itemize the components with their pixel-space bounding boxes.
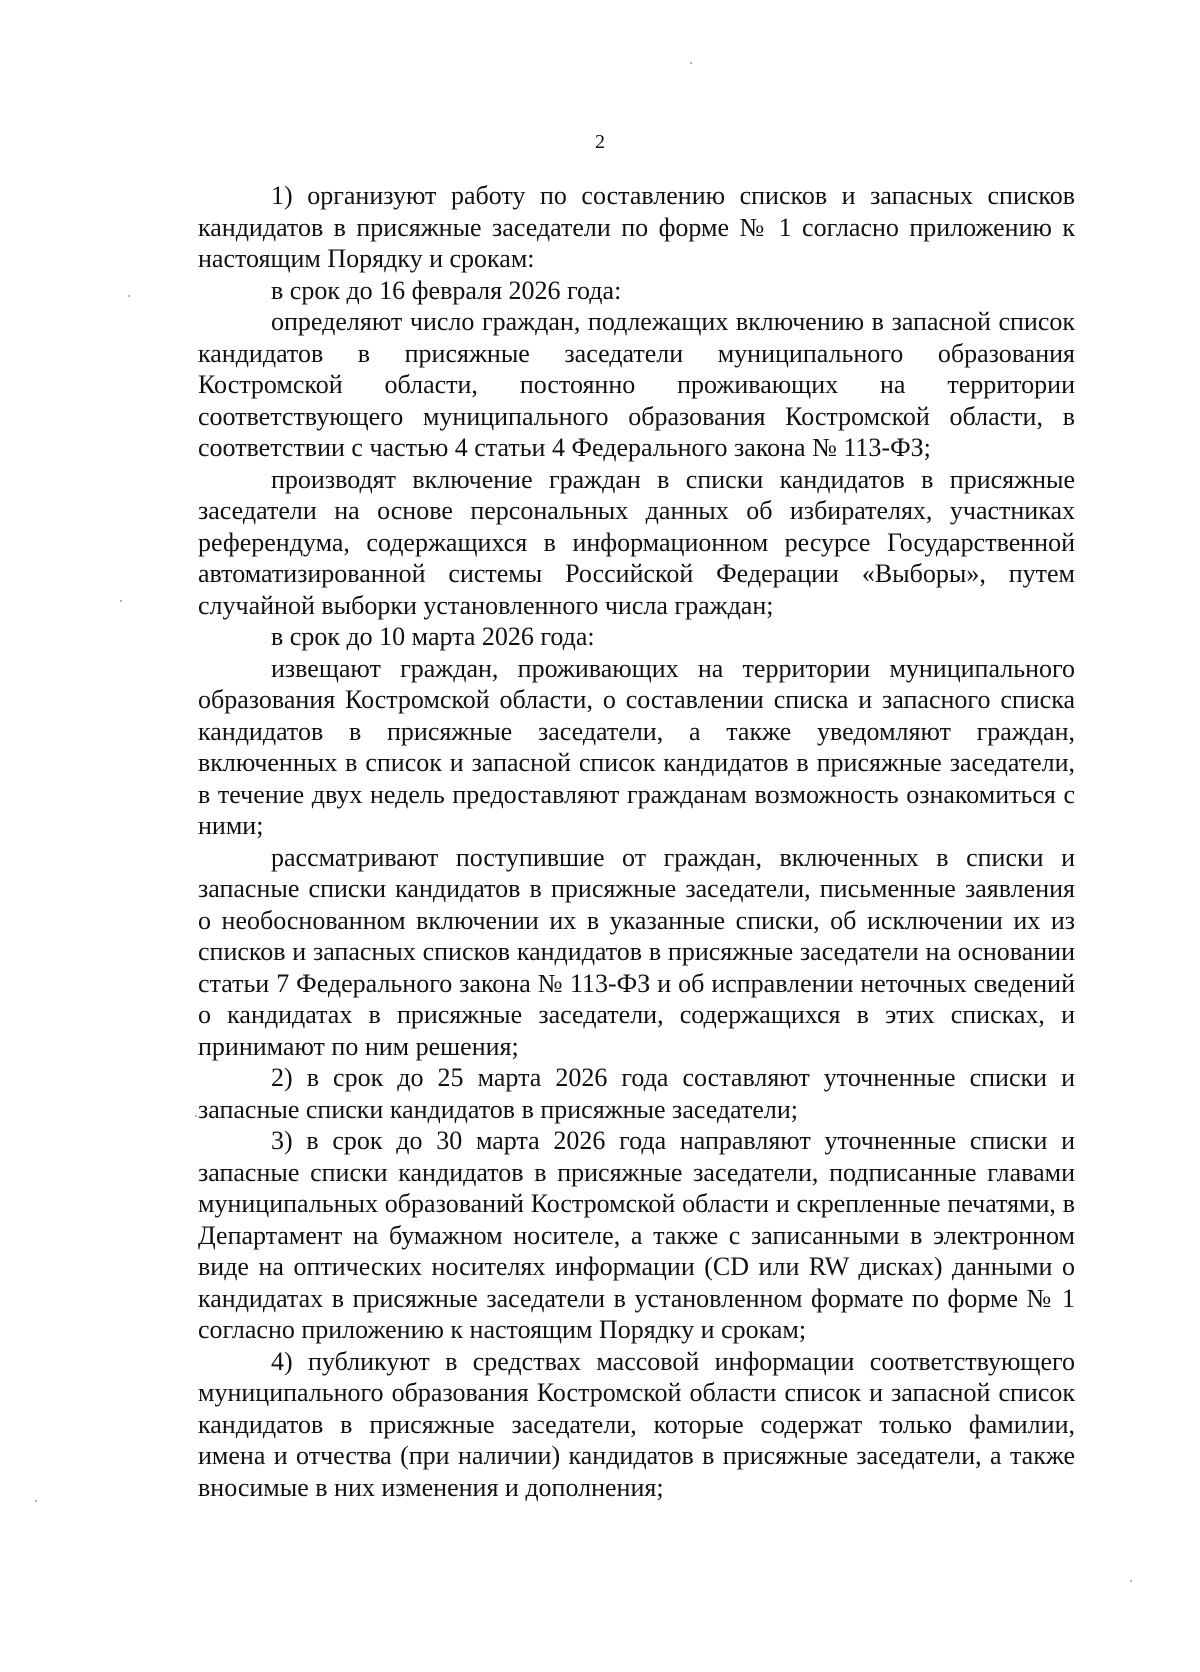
scan-speck bbox=[690, 62, 692, 64]
paragraph-deadline-february: в срок до 16 февраля 2026 года: bbox=[271, 275, 622, 305]
scan-speck bbox=[195, 1115, 197, 1117]
paragraph-review-applications: рассматривают поступившие от граждан, включенных в списки и запасные списки кандидатов в присяжные заседатели, письменные заявления о необоснованном включении их в указанные списки, об исключении их из списков и запасных списков кандидатов в присяжные заседатели на основании статьи 7 Федерального закона № 113-ФЗ и об исправлении неточных сведений о кандидатах в присяжные заседатели, содержащихся в этих списках, и принимают по ним решения; bbox=[198, 842, 1075, 1061]
paragraph-notify-citizens: извещают граждан, проживающих на территории муниципального образования Костромской области, о составлении списка и запасного списка кандидатов в присяжные заседатели, а также уведомляют граждан, включенных в список и запасной список кандидатов в присяжные заседатели, в течение двух недель предоставляют гражданам возможность ознакомиться с ними; bbox=[198, 653, 1075, 840]
document-body bbox=[198, 180, 1075, 1503]
paragraph-deadline-march-10: в срок до 10 марта 2026 года: bbox=[271, 622, 595, 651]
paragraph-item-4: 4) публикуют в средствах массовой информации соответствующего муниципального образования Костромской области список и запасной список кандидатов в присяжные заседатели, которые содержат только фамилии, имена и отчества (при наличии) кандидатов в присяжные заседатели, а также вносимые в них изменения и дополнения; bbox=[198, 1346, 1075, 1502]
scan-speck bbox=[35, 1500, 37, 1502]
page-number: 2 bbox=[595, 131, 605, 153]
scan-speck bbox=[120, 600, 122, 602]
paragraph-item-3: 3) в срок до 30 марта 2026 года направляют уточненные списки и запасные списки кандидатов в присяжные заседатели, подписанные главами муниципальных образований Костромской области и скрепленные печатями, в Департамент на бумажном носителе, а также с записанными в электронном виде на оптических носителях информации (CD или RW дисках) данными о кандидатах в присяжные заседатели в установленном формате по форме № 1 согласно приложению к настоящим Порядку и срокам; bbox=[198, 1126, 1075, 1344]
paragraph-item-1: 1) организуют работу по составлению списков и запасных списков кандидатов в присяжные заседатели по форме № 1 согласно приложению к настоящим Порядку и срокам: bbox=[198, 181, 1075, 273]
paragraph-include-citizens: производят включение граждан в списки кандидатов в присяжные заседатели на основе персональных данных об избирателях, участниках референдума, содержащихся в информационном ресурсе Государственной автоматизированной системы Российской Федерации «Выборы», путем случайной выборки установленного числа граждан; bbox=[198, 464, 1075, 620]
paragraph-item-2: 2) в срок до 25 марта 2026 года составляют уточненные списки и запасные списки кандидатов в присяжные заседатели; bbox=[198, 1063, 1075, 1124]
paragraph-determine-number: определяют число граждан, подлежащих включению в запасной список кандидатов в присяжные заседатели муниципального образования Костромской области, постоянно проживающих на территории соответствующего муниципального образования Костромской области, в соответствии с частью 4 статьи 4 Федерального закона № 113-ФЗ; bbox=[198, 307, 1075, 462]
scan-speck bbox=[1130, 1580, 1132, 1582]
scan-speck bbox=[128, 295, 130, 297]
